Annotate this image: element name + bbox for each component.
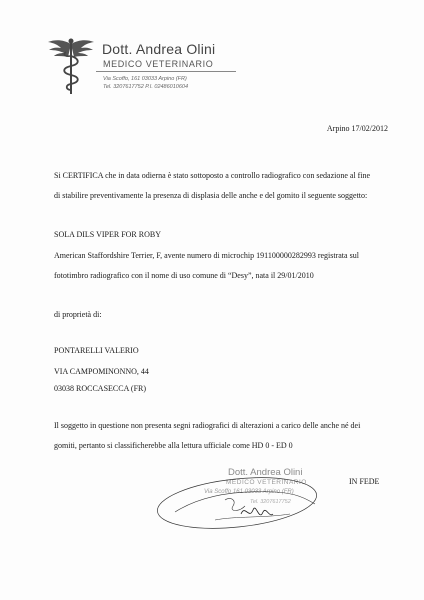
owner-street: VIA CAMPOMINONNO, 44 (54, 367, 149, 376)
handwritten-signature (155, 470, 335, 540)
owner-city: 03038 ROCCASECCA (FR) (54, 384, 147, 393)
vet-name: Dott. Andrea Olini (102, 41, 216, 57)
intro-line-1: Si CERTIFICA che in data odierna è stato sottoposto a controllo radiografico con sedazione al fine (54, 171, 371, 180)
caduceus-logo-icon (46, 36, 96, 96)
stamp-address: Via Scoffo 161 03033 Arpino (FR) (204, 489, 294, 495)
document-date: Arpino 17/02/2012 (326, 124, 388, 133)
vet-title: MEDICO VETERINARIO (103, 59, 214, 69)
ownership-label: di proprietà di: (54, 310, 102, 319)
stamp-name: Dott. Andrea Olini (228, 467, 303, 478)
closing-in-fede: IN FEDE (349, 477, 380, 486)
subject-name: SOLA DILS VIPER FOR ROBY (54, 230, 161, 239)
vet-address: Via Scoffo, 161 03033 Arpino (FR) (103, 76, 187, 82)
owner-name: PONTARELLI VALERIO (54, 346, 139, 355)
stamp-phone: Tel. 3207617752 (250, 499, 291, 505)
description-line-2: fototimbro radiografico con il nome di uso comune di “Desy”, nata il 29/01/2010 (54, 271, 314, 280)
intro-line-2: di stabilire preventivamente la presenza di displasia delle anche e del gomito il seguente soggetto: (54, 191, 368, 200)
stamp-title: MEDICO VETERINARIO (226, 479, 307, 486)
letterhead (46, 36, 246, 106)
conclusion-line-2: gomiti, pertanto si classificherebbe alla lettura ufficiale come HD 0 - ED 0 (54, 441, 293, 450)
letterhead-divider (96, 71, 236, 72)
vet-phone: Tel. 3207617752 P.I. 02486010604 (103, 84, 189, 90)
description-line-1: American Staffordshire Terrier, F, avente numero di microchip 191100000282993 registrata sul (54, 251, 359, 260)
conclusion-line-1: Il soggetto in questione non presenta segni radiografici di alterazioni a carico delle anche né dei (54, 421, 361, 430)
